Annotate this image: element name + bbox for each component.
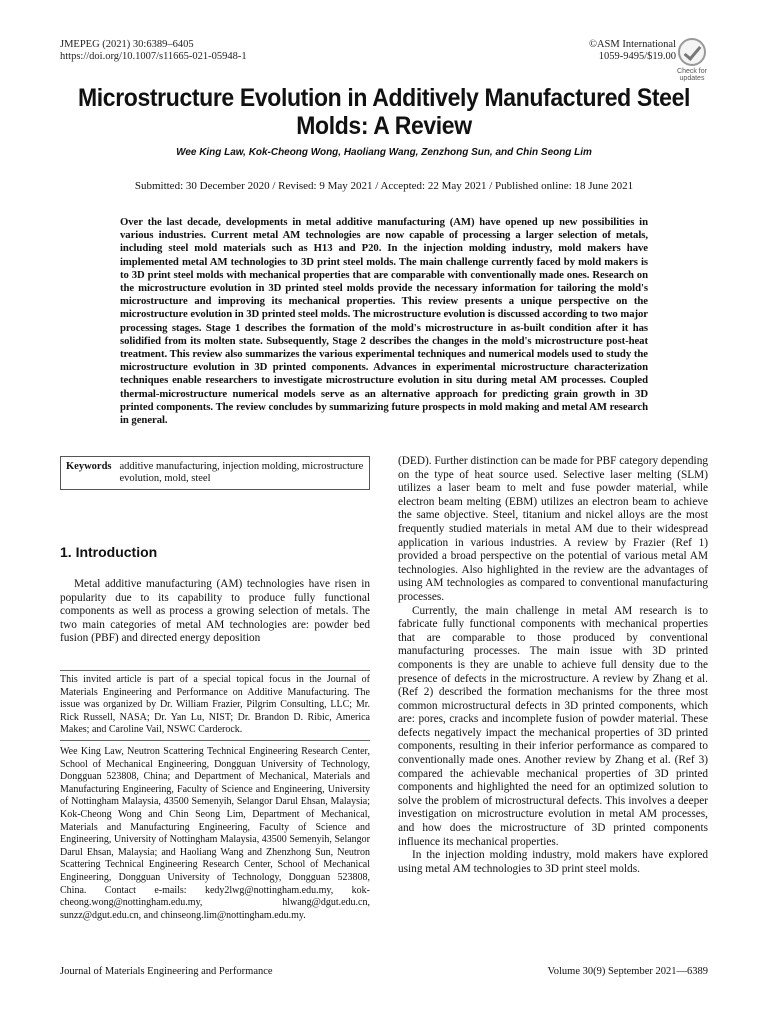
price-line: 1059-9495/$19.00 [598, 51, 676, 62]
keywords-box [60, 456, 370, 490]
copyright-block [589, 39, 676, 63]
special-issue-note: This invited article is part of a special topical focus in the Journal of Materials Engineering and Performance on Additive Manufacturing. The issue was organized by Dr. William Frazier, Pilgrim Consulting, LLC; Mr. Rick Russell, NASA; Dr. Yan Lu, NIST; Dr. Brandon D. Ribic, America Makes; and Caroline Vail, NSWC Carderock. [60, 674, 370, 735]
footer-journal: Journal of Materials Engineering and Performance [60, 966, 273, 977]
affiliation-divider [60, 740, 370, 741]
author-affiliations: Wee King Law, Neutron Scattering Technical Engineering Research Center, School of Mechanical Engineering, Dongguan University of Technology, Dongguan 523808, China; and Department of Mechanical, Materials and Manufacturing Engineering, Faculty of Science and Engineering, University of Nottingham Malaysia, 43500 Semenyih, Selangor Darul Ehsan, Malaysia; Kok-Cheong Wong and Chin Seong Lim, Department of Mechanical, Materials and Manufacturing Engineering, Faculty of Science and Engineering, University of Nottingham Malaysia, 43500 Semenyih, Selangor Darul Ehsan, Malaysia; and Haoliang Wang and Zhenzhong Sun, Neutron Scattering Technical Engineering Research Center, School of Mechanical Engineering, Dongguan University of Technology, Dongguan 523808, China. Contact e-mails: kedy2lwg@nottingham.edu.my, kok-cheong.wong@nottingham.edu.my, hlwang@dgut.edu.cn, sunzz@dgut.edu.cn, and chinseong.lim@nottingham.edu.my. [60, 746, 370, 921]
page-footer [60, 966, 708, 977]
abstract: Over the last decade, developments in metal additive manufacturing (AM) have opened up new possibilities in various industries. Current metal AM technologies are now capable of processing a larger selection of metals, including steel mold materials such as H13 and P20. In the injection molding industry, mold makers have implemented metal AM technologies to 3D print steel molds. The main challenge currently faced by mold makers is to 3D print steel molds with mechanical properties that are comparable with conventionally made ones. Research on the microstructure evolution in 3D printed steel molds provide the necessary information for tailoring the mold's microstructure and improving its mechanical properties. This review presents a unique perspective on the microstructure evolution in 3D printed steel molds. The microstructure evolution is discussed according to two major processing stages. Stage 1 describes the formation of the mold's microstructure in as-built condition after it has solidified from its molten state. Subsequently, Stage 2 describes the changes in the mold's microstructure post-heat treatment. This review also summarizes the various experimental techniques and numerical models used to study the microstructure evolution in 3D printed components. Advances in experimental microstructure characterization techniques enable researchers to investigate microstructure evolution in situ during metal AM processes. Coupled thermal-microstructure numerical models serve as an alternative approach for predicting grain growth in 3D printed components. The review concludes by summarizing future prospects in mold making and metal AM research in general. [120, 216, 648, 427]
right-paragraph-1: (DED). Further distinction can be made for PBF category depending on the type of heat source used. Selective laser melting (SLM) utilizes a laser beam to melt and fuse powder material, while electron beam melting (EBM) utilizes an electron beam to achieve the same objective. Steel, titanium and nickel alloys are the most frequently studied materials in metal AM due to their widespread application in various industries. A review by Frazier (Ref 1) provided a broad perspective on the potential of various metal AM technologies. Also highlighted in the review are the advantages of using AM technologies as compared to conventional manufacturing processes. [398, 455, 708, 603]
check-for-updates-badge[interactable] [672, 38, 712, 82]
author-list: Wee King Law, Kok-Cheong Wong, Haoliang Wang, Zenzhong Sun, and Chin Seong Lim [176, 146, 592, 158]
keywords-text: additive manufacturing, injection molding, microstructure evolution, mold, steel [119, 461, 364, 484]
intro-right-column [398, 455, 708, 876]
right-paragraph-3: In the injection molding industry, mold makers have explored using metal AM technologies to 3D print steel molds. [398, 849, 708, 875]
journal-line: JMEPEG (2021) 30:6389–6405 [60, 39, 194, 50]
intro-paragraph: Metal additive manufacturing (AM) technologies have risen in popularity due to its capability to produce fully functional components as well as process a growing selection of metals. The two main categories of metal AM technologies are: powder bed fusion (PBF) and directed energy deposition [60, 578, 370, 645]
paper-title: Microstructure Evolution in Additively Manufactured Steel Molds: A Review [77, 84, 691, 140]
copyright-line: ©ASM International [588, 39, 676, 50]
doi-link[interactable]: https://doi.org/10.1007/s11665-021-05948-1 [60, 51, 247, 62]
right-paragraph-2: Currently, the main challenge in metal AM research is to fabricate fully functional components with mechanical properties that are comparable to those produced by conventional manufacturing processes. The main issue with 3D printed components is they are unable to achieve full density due to the presence of defects in the microstructure. A review by Zhang et al. (Ref 2) described the formation mechanisms for the three most common microstructural defects in 3D printed components, which are: pores, cracks and incomplete fusion of powder material. These defects negatively impact the mechanical properties of 3D printed components, resulting in their inferior performance as compared to conventionally made ones. Another review by Zhang et al. (Ref 3) compared the achievable mechanical properties of 3D printed components and highlighted the need for an optimized solution to solve the problem of microstructural defects. This involves a deeper investigation on microstructure evolution in metal AM processes, and how does the microstructure of 3D printed components influence its mechanical properties. [398, 604, 708, 848]
submission-dates: Submitted: 30 December 2020 / Revised: 9 May 2021 / Accepted: 22 May 2021 / Published online: 18 June 2021 [134, 180, 634, 192]
keywords-label: Keywords [66, 461, 112, 472]
section-heading-introduction: 1. Introduction [60, 544, 158, 560]
badge-label: Check for updates [677, 68, 707, 82]
journal-citation [60, 39, 247, 63]
intro-left-column [60, 578, 370, 646]
footer-volume: Volume 30(9) September 2021—6389 [547, 966, 708, 977]
checkmark-icon [678, 38, 706, 66]
footnote-divider [60, 670, 370, 671]
